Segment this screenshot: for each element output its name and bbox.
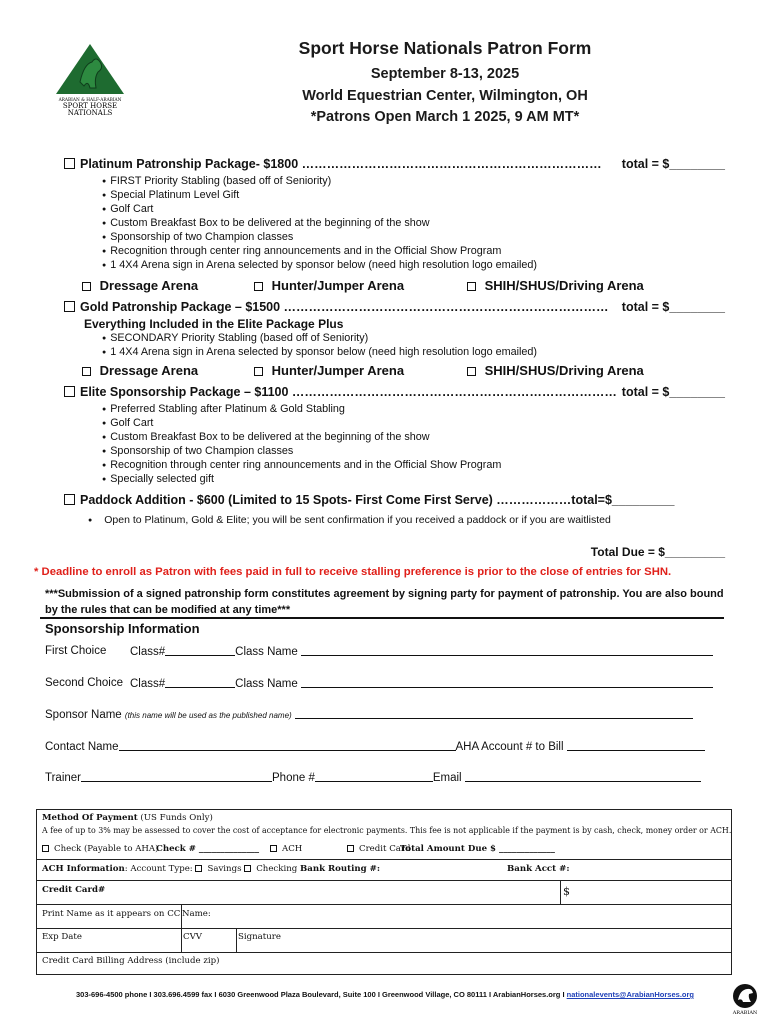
payment-method-heading: Method Of Payment (US Funds Only) — [42, 813, 213, 823]
contact-name-field[interactable] — [45, 740, 705, 753]
sponsor-name-note: (this name will be used as the published name) — [124, 711, 292, 720]
arabian-horse-logo — [728, 982, 762, 1016]
list-item: ● SECONDARY Priority Stabling (based off of Seniority) — [102, 332, 368, 344]
arena-label: SHIH/SHUS/Driving Arena — [484, 363, 644, 378]
list-item: ● Sponsorship of two Champion classes — [102, 445, 293, 457]
logo-text-1: ARABIAN & HALF-ARABIAN — [58, 98, 122, 103]
class-name-label: Class Name — [235, 678, 298, 690]
arena-label: SHIH/SHUS/Driving Arena — [484, 278, 644, 293]
arena-label: Dressage Arena — [99, 363, 199, 378]
class-name-label: Class Name — [235, 646, 298, 658]
footer-contact — [0, 990, 770, 999]
sponsor-name-label: Sponsor Name — [45, 709, 122, 721]
gold-total[interactable]: total = $________ — [621, 300, 725, 314]
form-title: Sport Horse Nationals Patron Form — [298, 38, 592, 58]
checkbox-icon[interactable] — [64, 301, 75, 312]
name-label: Name: — [182, 909, 211, 919]
check-option[interactable]: Check (Payable to AHA) — [42, 844, 158, 854]
check-number-field[interactable]: Check # ______________ — [156, 844, 260, 854]
total-amount-field[interactable]: Total Amount Due $ _____________ — [400, 844, 555, 854]
checkbox-icon[interactable] — [467, 282, 476, 291]
arena-label: Hunter/Jumper Arena — [271, 278, 405, 293]
list-item: ● Special Platinum Level Gift — [102, 189, 239, 201]
list-item: ● 1 4X4 Arena sign in Arena selected by sponsor below (need high resolution logo emailed) — [102, 259, 537, 271]
elite-package[interactable] — [64, 385, 617, 399]
bank-acct-field[interactable]: Bank Acct #: — [507, 864, 570, 874]
ach-option[interactable]: ACH — [270, 844, 302, 854]
phone-label: Phone # — [272, 772, 315, 784]
second-class-num-field[interactable] — [130, 677, 713, 690]
sponsorship-heading: Sponsorship Information — [45, 621, 200, 636]
class-num-label: Class# — [130, 646, 166, 658]
list-item: ● Preferred Stabling after Platinum & Gold Stabling — [102, 403, 345, 415]
fee-note: A fee of up to 3% may be assessed to cover the cost of acceptance for electronic payments. This fee is not applicable if the payment is by cash, check, money order or ACH. — [42, 826, 732, 835]
checkbox-icon[interactable] — [82, 282, 91, 291]
checkbox-icon[interactable] — [347, 845, 354, 852]
credit-card-number-field[interactable]: Credit Card# — [42, 885, 106, 895]
checkbox-icon[interactable] — [254, 367, 263, 376]
agreement-text: ***Submission of a signed patronship form constitutes agreement by signing party for payment of patronship. You are also bound by the rules that can be modified at any time*** — [45, 588, 724, 616]
checkbox-icon[interactable] — [244, 865, 251, 872]
list-item: ● Sponsorship of two Champion classes — [102, 231, 293, 243]
platinum-total[interactable]: total = $________ — [621, 157, 725, 171]
sponsor-name-field[interactable] — [45, 708, 693, 721]
list-item: ● Golf Cart — [102, 417, 153, 429]
checkbox-icon[interactable] — [82, 367, 91, 376]
gold-subhead: Everything Included in the Elite Package Plus — [84, 317, 344, 331]
platinum-label: Platinum Patronship Package- $1800 ……………………………………………………………… — [80, 157, 602, 171]
checkbox-icon[interactable] — [64, 386, 75, 397]
arena-label: Dressage Arena — [99, 278, 199, 293]
corner-logo-text: ARABIAN — [732, 1010, 758, 1016]
dollar-sign: $ — [563, 885, 570, 898]
list-item: ● 1 4X4 Arena sign in Arena selected by sponsor below (need high resolution logo emailed) — [102, 346, 537, 358]
trainer-label: Trainer — [45, 772, 81, 784]
payment-table — [36, 809, 732, 975]
second-choice-label: Second Choice — [45, 677, 123, 689]
footer-email-link[interactable]: nationalevents@ArabianHorses.org — [566, 990, 694, 999]
billing-address-field[interactable]: Credit Card Billing Address (include zip) — [42, 956, 220, 966]
checkbox-icon[interactable] — [64, 158, 75, 169]
arena-label: Hunter/Jumper Arena — [271, 363, 405, 378]
list-item: ● Recognition through center ring announcements and in the Official Show Program — [102, 245, 501, 257]
paddock-note: ● Open to Platinum, Gold & Elite; you will be sent confirmation if you received a paddock or if you are waitlisted — [88, 514, 611, 526]
first-choice-label: First Choice — [45, 645, 107, 657]
platinum-dressage-option[interactable] — [82, 278, 198, 293]
checkbox-icon[interactable] — [467, 367, 476, 376]
paddock-addition[interactable] — [64, 493, 674, 507]
list-item: ● FIRST Priority Stabling (based off of Seniority) — [102, 175, 331, 187]
paddock-label: Paddock Addition - $600 (Limited to 15 Spots- First Come First Serve) ………………total=$_________ — [80, 493, 675, 507]
signature-field[interactable]: Signature — [238, 932, 281, 942]
deadline-notice: * Deadline to enroll as Patron with fees paid in full to receive stalling preference is prior to the close of entries for SHN. — [34, 566, 672, 578]
list-item: ● Recognition through center ring announcements and in the Official Show Program — [102, 459, 501, 471]
total-due[interactable]: Total Due = $_________ — [590, 545, 725, 559]
platinum-hunter-option[interactable] — [254, 278, 404, 293]
paddock-note-text: Open to Platinum, Gold & Elite; you will be sent confirmation if you received a paddock or if you are waitlisted — [104, 514, 611, 526]
credit-card-option[interactable]: Credit Card — [347, 844, 411, 854]
gold-label: Gold Patronship Package – $1500 …………………………………………………………………… — [80, 300, 609, 314]
gold-shih-option[interactable] — [467, 363, 644, 378]
logo-text-2: SPORT HORSE — [62, 102, 118, 110]
event-venue: World Equestrian Center, Wilmington, OH — [302, 88, 588, 104]
list-item: ● Custom Breakfast Box to be delivered at the beginning of the show — [102, 217, 430, 229]
list-item: ● Specially selected gift — [102, 473, 214, 485]
checkbox-icon[interactable] — [195, 865, 202, 872]
elite-label: Elite Sponsorship Package – $1100 …………………………………………………………………… — [80, 385, 617, 399]
checkbox-icon[interactable] — [270, 845, 277, 852]
list-item: ● Custom Breakfast Box to be delivered at the beginning of the show — [102, 431, 430, 443]
first-class-num-field[interactable] — [130, 645, 713, 658]
exp-date-field[interactable]: Exp Date — [42, 932, 82, 942]
elite-total[interactable]: total = $________ — [621, 385, 725, 399]
gold-dressage-option[interactable] — [82, 363, 198, 378]
patrons-open-date: *Patrons Open March 1 2025, 9 AM MT* — [310, 109, 580, 125]
list-item: ● Golf Cart — [102, 203, 153, 215]
trainer-field[interactable] — [45, 771, 701, 784]
checkbox-icon[interactable] — [254, 282, 263, 291]
divider — [40, 617, 724, 619]
print-name-field[interactable]: Print Name as it appears on CC — [42, 909, 181, 919]
aha-account-label: AHA Account # to Bill — [455, 741, 564, 753]
gold-hunter-option[interactable] — [254, 363, 404, 378]
logo-text-3: NATIONALS — [67, 109, 113, 117]
checkbox-icon[interactable] — [42, 845, 49, 852]
event-dates: September 8-13, 2025 — [370, 66, 520, 82]
ach-info-row[interactable]: ACH Information: Account Type: Savings Checking Bank Routing #: — [42, 864, 380, 874]
cvv-field[interactable]: CVV — [183, 932, 202, 942]
contact-name-label: Contact Name — [45, 741, 119, 753]
class-num-label: Class# — [130, 678, 166, 690]
email-label: Email — [432, 772, 462, 784]
platinum-shih-option[interactable] — [467, 278, 644, 293]
checkbox-icon[interactable] — [64, 494, 75, 505]
gold-package[interactable] — [64, 300, 609, 314]
platinum-package[interactable] — [64, 157, 602, 171]
footer-text: 303-696-4500 phone I 303.696.4599 fax I 6030 Greenwood Plaza Boulevard, Suite 100 I Greenwood Village, CO 80111 I ArabianHorses.org I — [76, 990, 567, 999]
